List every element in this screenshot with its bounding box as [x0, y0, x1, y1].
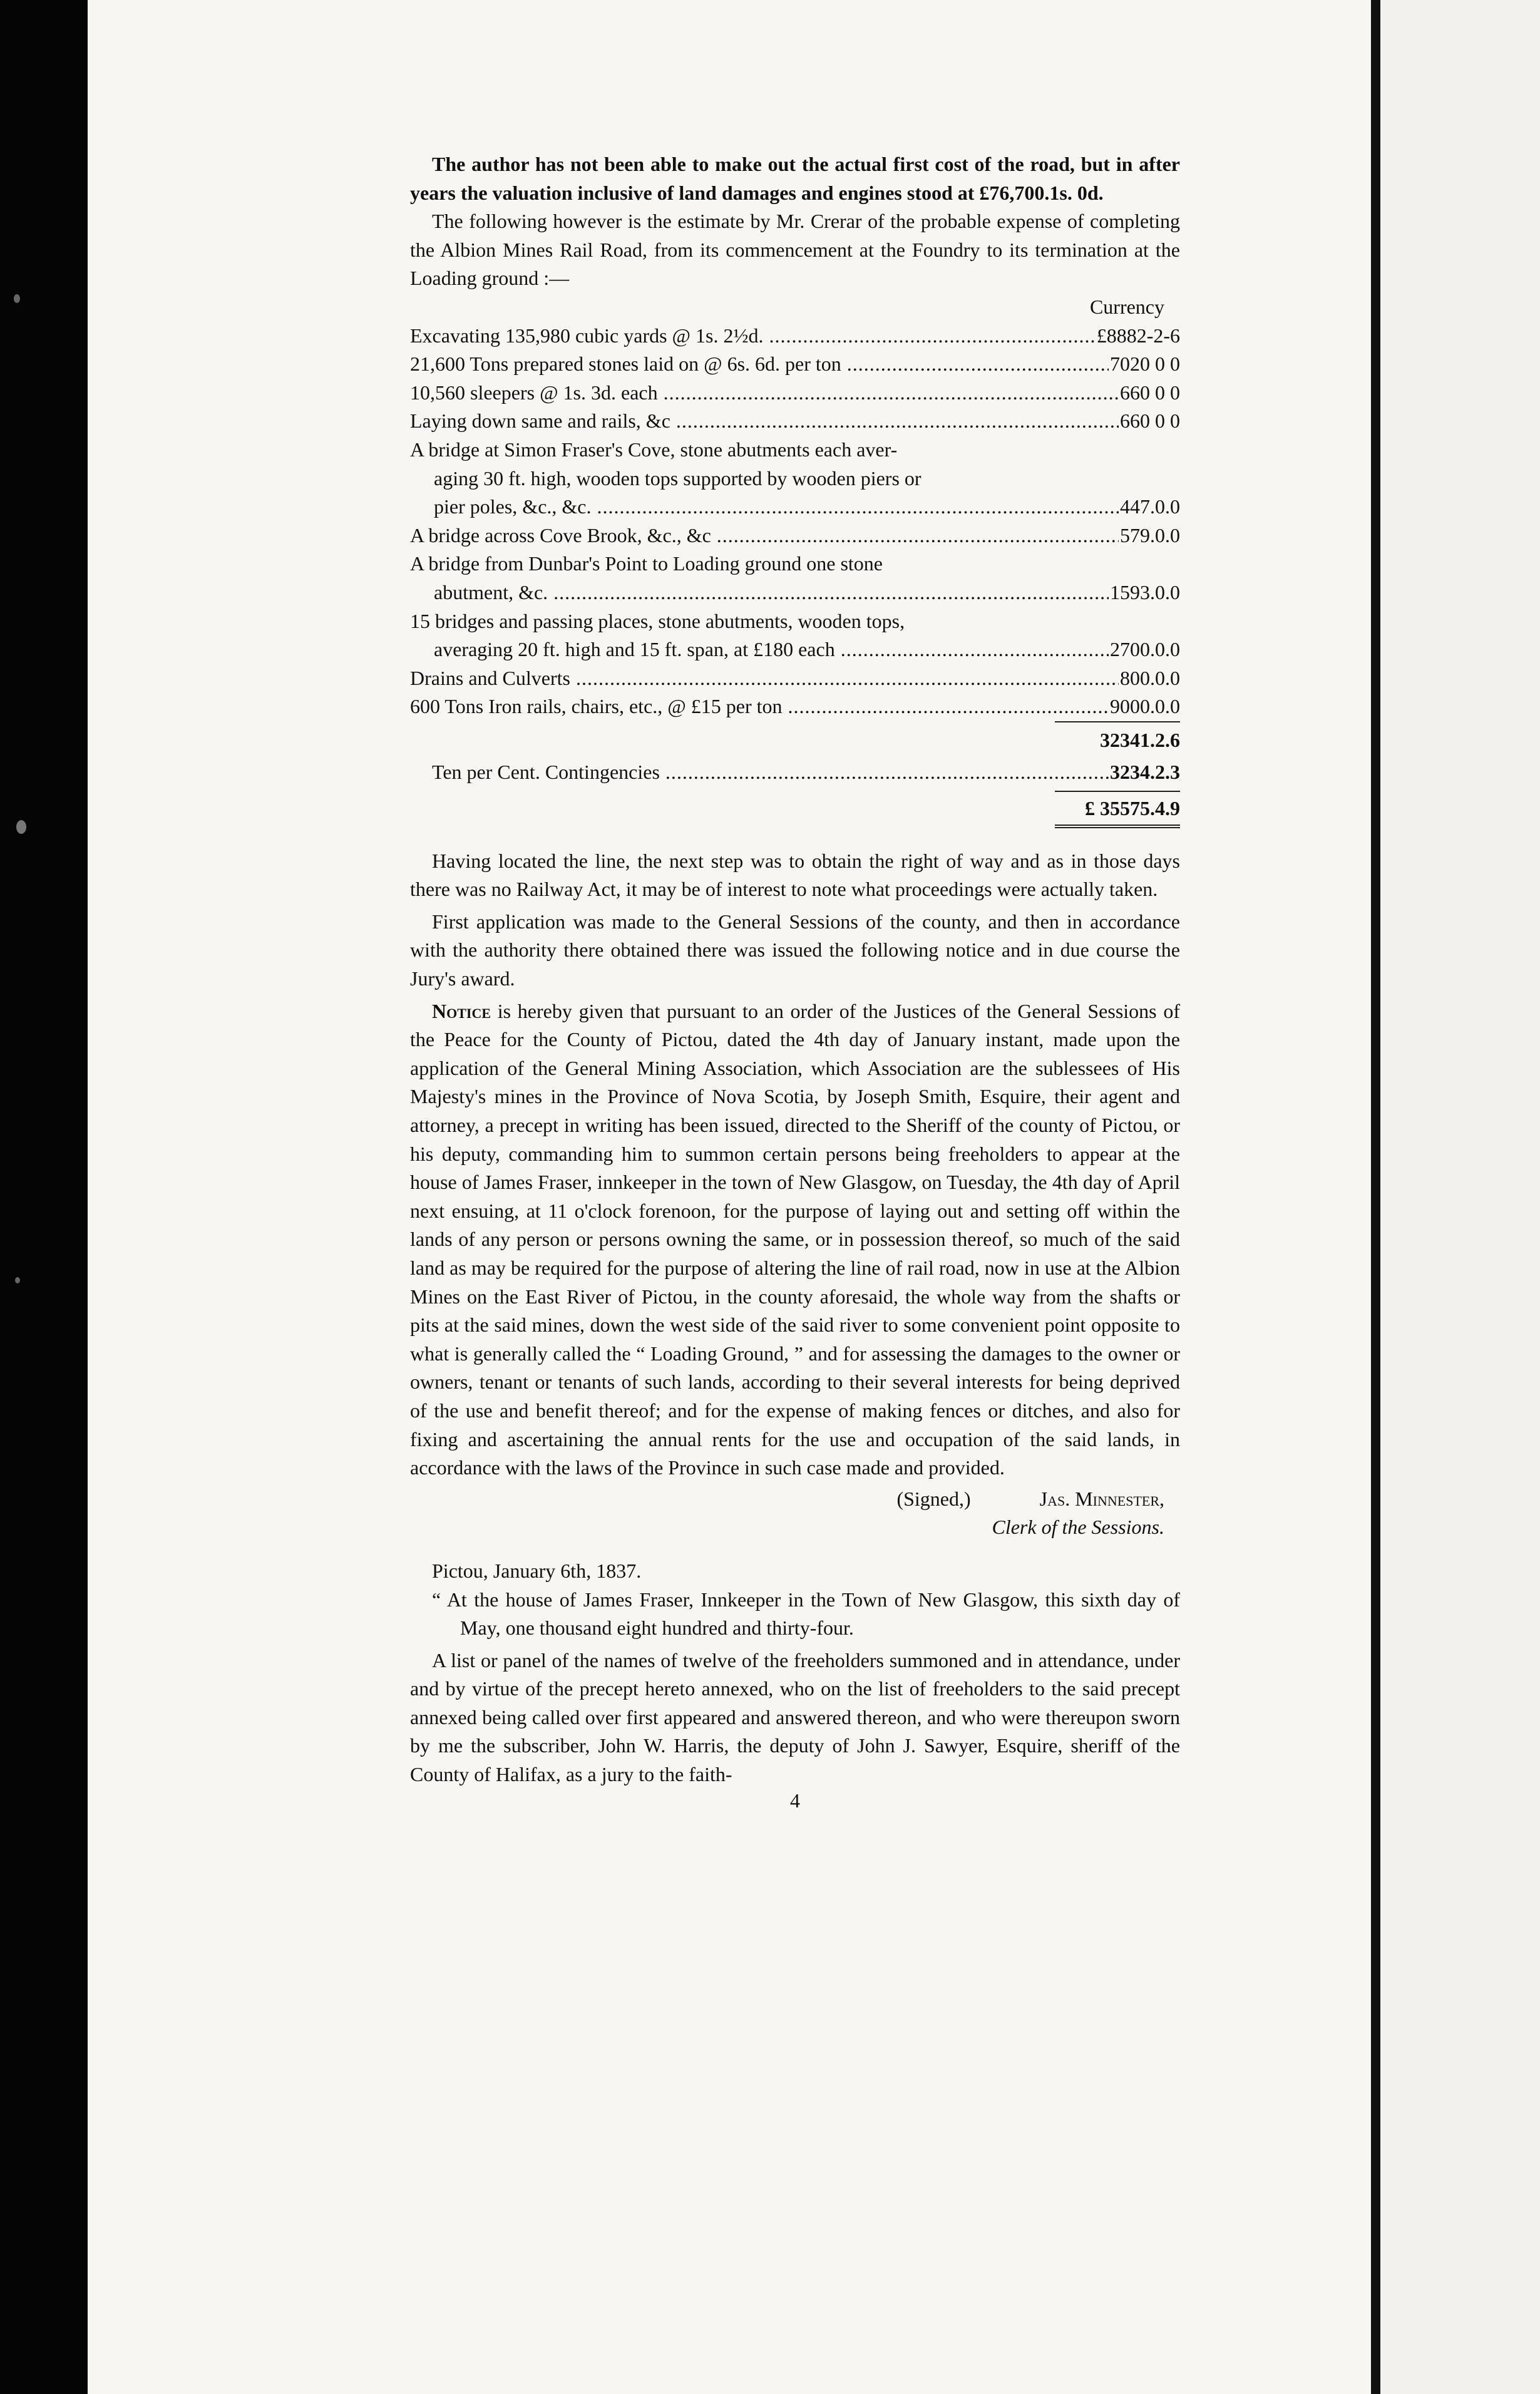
contingencies-row	[410, 758, 1180, 787]
estimate-item-amount: 1593.0.0	[1110, 580, 1180, 604]
estimate-item-amount: 9000.0.0	[1110, 695, 1180, 718]
estimate-item	[410, 322, 1180, 351]
estimate-item	[410, 607, 1180, 664]
estimate-item-amount: 2700.0.0	[1110, 638, 1180, 661]
scan-left-border	[0, 0, 88, 2394]
grand-total-value: £ 35575.4.9	[1055, 791, 1180, 828]
estimate-item-label: abutment, &c. .....	[434, 578, 1109, 607]
scan-speck	[16, 820, 26, 834]
contingencies-amount: 3234.2.3	[1110, 761, 1180, 784]
grand-total-row	[410, 791, 1180, 828]
estimate-item-last-line	[410, 578, 1180, 607]
estimate-item	[410, 692, 1180, 721]
notice-body: is hereby given that pursuant to an order of the Justices of the General Sessions of the Peace for the County of Pictou, dated the 4th day of January instant, made upon the application of the General Mining Association, which Association are the sublessees of His Majesty's mines in the Province of Nova Scotia, by Joseph Smith, Esquire, their agent and attorney, a precept in writing has been issued, directed to the Sheriff of the county of Pictou, or his deputy, commanding him to summon certain persons being freeholders to appear at the house of James Fraser, innkeeper in the town of New Glasgow, on Tuesday, the 4th day of April next ensuing, at 11 o'clock forenoon, for the purpose of laying out and setting off within the lands of any person or persons owning the same, or in possession thereof, so much of the said land as may be required for the purpose of altering the line of rail road, now in use at the Albion Mines on the East River of Pictou, in the county aforesaid, the whole way from the shafts or pits at the said mines, down the west side of the said river to some convenient point opposite to what is generally called the “ Loading Ground, ” and for assessing the damages to the owner or owners, tenant or tenants of such lands, according to their several interests for being deprived of the use and benefit thereof; and for the expense of making fences or ditches, and also for fixing and ascertaining the annual rents for the use and occupation of the said lands, in accordance with the laws of the Province in such case made and provided.	[410, 999, 1180, 1479]
intro-paragraph-2: The following however is the estimate by Mr. Crerar of the probable expense of completing the Albion Mines Rail Road, from its commencement at the Foundry to its termination at the Loading ground :—	[410, 210, 1180, 290]
estimate-item	[410, 664, 1180, 693]
estimate-item-label: aging 30 ft. high, wooden tops supported by wooden piers or	[434, 466, 921, 490]
notice-lead-word: Notice	[432, 999, 491, 1022]
estimate-item-label: pier poles, &c., &c. .....	[434, 493, 1119, 521]
jury-paragraph: A list or panel of the names of twelve of the freeholders summoned and in attendance, under and by virtue of the precept hereto annexed, who on the list of freeholders to the said precept annexed being called over first appeared and answered thereon, and who were thereupon sworn by me the subscriber, John W. Harris, the deputy of John J. Sawyer, Esquire, sheriff of the County of Halifax, as a jury to the faith-	[410, 1648, 1180, 1786]
estimate-item-amount: 7020 0 0	[1110, 352, 1180, 376]
estimate-item-last-line	[410, 635, 1180, 664]
estimate-item-amount: 660 0 0	[1120, 381, 1180, 404]
estimate-item-label: 600 Tons Iron rails, chairs, etc., @ £15 per ton .....	[410, 692, 1109, 721]
estimate-item-label: averaging 20 ft. high and 15 ft. span, at £180 each .....	[434, 635, 1109, 664]
estimate-item	[410, 379, 1180, 408]
estimate-item	[410, 407, 1180, 436]
estimate-item-amount: 660 0 0	[1120, 409, 1180, 433]
estimate-item	[410, 436, 1180, 521]
subtotal-value: 32341.2.6	[1055, 721, 1180, 755]
estimate-item-label: A bridge at Simon Fraser's Cove, stone abutments each aver-	[410, 438, 898, 461]
page-number: 4	[790, 1789, 800, 1812]
estimate-item-amount: 447.0.0	[1120, 495, 1180, 518]
notice-paragraph	[410, 997, 1180, 1482]
estimate-item-label: Drains and Culverts .....	[410, 664, 1119, 693]
estimate-item-label: Laying down same and rails, &c .....	[410, 407, 1119, 436]
estimate-item	[410, 550, 1180, 607]
estimate-item	[410, 350, 1180, 379]
scan-speck	[14, 294, 20, 303]
subtotal-row	[410, 721, 1180, 755]
estimate-item-label: 15 bridges and passing places, stone abutments, wooden tops,	[410, 609, 905, 632]
contingencies-label: Ten per Cent. Contingencies .....	[432, 758, 1110, 787]
estimate-item-label: 21,600 Tons prepared stones laid on @ 6s. 6d. per ton .....	[410, 350, 1109, 379]
signatory-name: Jas. Minnester,	[1039, 1487, 1164, 1510]
intro-paragraph-1: The author has not been able to make out the actual first cost of the road, but in after years the valuation inclusive of land damages and engines stood at £76,700.1s. 0d.	[410, 153, 1180, 204]
estimate-item-amount: 579.0.0	[1120, 523, 1180, 547]
estimate-item-label: Excavating 135,980 cubic yards @ 1s. 2½d. .....	[410, 322, 1096, 351]
right-of-way-paragraph: Having located the line, the next step was to obtain the right of way and as in those days there was no Railway Act, it may be of interest to note what proceedings were actually taken.	[410, 849, 1180, 901]
estimate-item	[410, 521, 1180, 550]
scan-speck	[15, 1277, 20, 1283]
signatory-title: Clerk of the Sessions.	[992, 1516, 1164, 1539]
estimate-item-label: 10,560 sleepers @ 1s. 3d. each .....	[410, 379, 1119, 408]
estimate-item-amount: 800.0.0	[1120, 666, 1180, 689]
estimate-list	[410, 322, 1180, 721]
signed-label: (Signed,)	[896, 1487, 971, 1510]
estimate-item-label: A bridge from Dunbar's Point to Loading ground one stone	[410, 552, 883, 575]
estimate-item-last-line	[410, 493, 1180, 521]
award-heading-paragraph: “ At the house of James Fraser, Innkeeper in the Town of New Glasgow, this sixth day of May, one thousand eight hundred and thirty-four.	[432, 1588, 1180, 1640]
facing-page-edge	[1380, 0, 1540, 2394]
application-paragraph: First application was made to the General Sessions of the county, and then in accordance with the authority there obtained there was issued the following notice and in due course the Jury's award.	[410, 910, 1180, 990]
estimate-item-amount: £8882-2-6	[1096, 324, 1180, 347]
estimate-item-label: A bridge across Cove Brook, &c., &c .....	[410, 521, 1119, 550]
currency-heading: Currency	[1089, 295, 1164, 318]
page-text	[410, 150, 1180, 1815]
page-gutter	[1371, 0, 1380, 2394]
dateline: Pictou, January 6th, 1837.	[432, 1559, 642, 1582]
signature-line	[410, 1485, 1180, 1514]
